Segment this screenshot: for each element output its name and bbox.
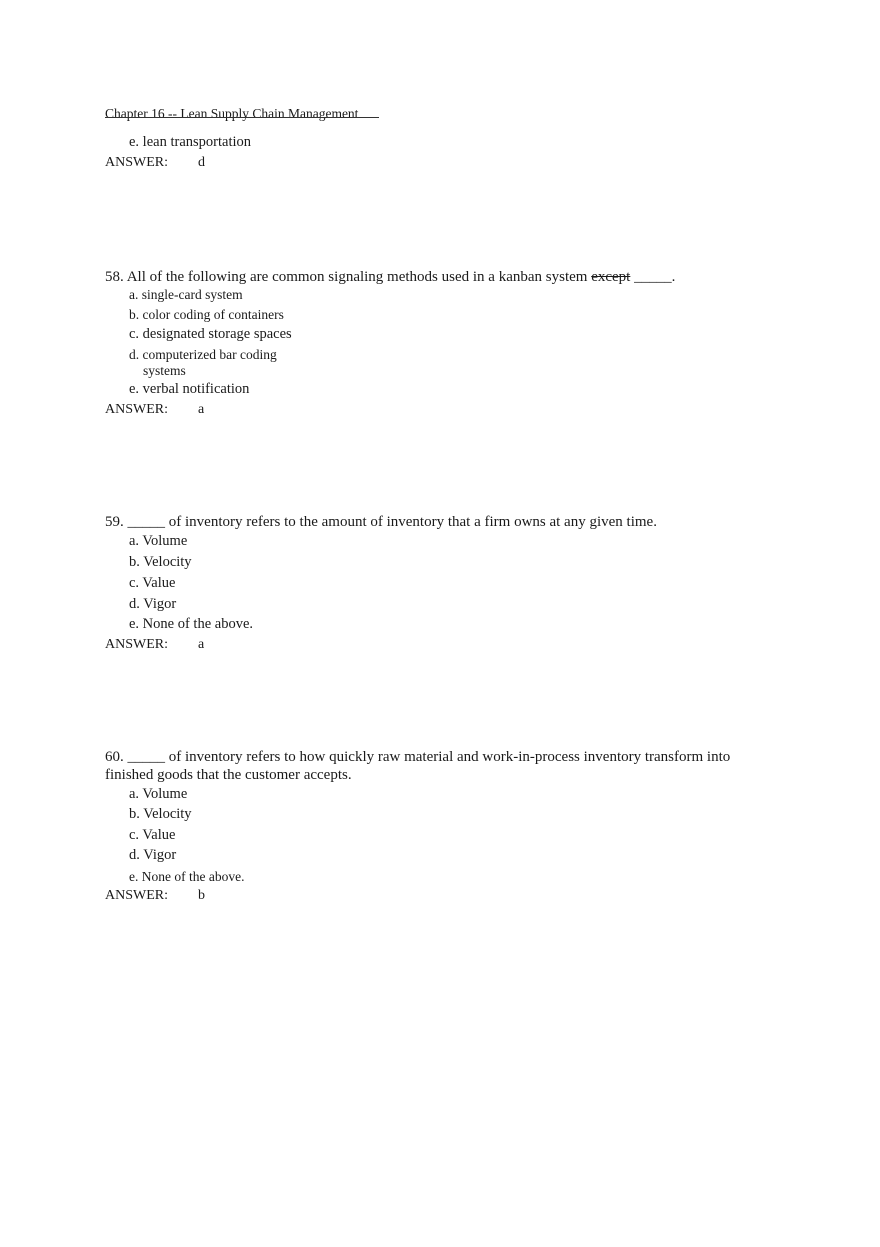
q58-option-e: e. verbal notification [129, 381, 250, 397]
q58-text-after: _____. [634, 269, 676, 285]
q58-option-d-continued: systems [143, 363, 186, 378]
q58-option-b: b. color coding of containers [129, 307, 284, 322]
q60-option-b: b. Velocity [129, 806, 192, 822]
chapter-header: Chapter 16 -- Lean Supply Chain Management [105, 106, 359, 121]
q58-answer-value: a [198, 402, 205, 417]
q58-answer-label: ANSWER: [105, 402, 168, 417]
q58-text-before: All of the following are common signaling methods used in a kanban system [126, 269, 588, 285]
q59-option-d: d. Vigor [129, 596, 177, 612]
q58-number: 58. [105, 269, 124, 285]
q60-option-a: a. Volume [129, 786, 188, 802]
q60-question-line2: finished goods that the customer accepts. [105, 767, 352, 783]
q58-option-c: c. designated storage spaces [129, 326, 292, 342]
q59-option-a: a. Volume [129, 533, 188, 549]
q59-answer-value: a [198, 637, 205, 652]
carryover-answer-label: ANSWER: [105, 155, 168, 170]
q58-question [105, 269, 675, 286]
header-rule [105, 117, 379, 118]
q60-option-e: e. None of the above. [129, 869, 245, 884]
q58-option-d: d. computerized bar coding [129, 347, 277, 362]
q58-emphasis: except [591, 269, 631, 285]
q60-option-c: c. Value [129, 827, 176, 843]
q59-option-b: b. Velocity [129, 554, 192, 570]
q59-option-e: e. None of the above. [129, 616, 254, 632]
q60-question-line1: 60. _____ of inventory refers to how quickly raw material and work-in-process inventory transform into [105, 749, 731, 765]
carryover-option-e: e. lean transportation [129, 134, 251, 150]
carryover-answer-value: d [198, 155, 205, 170]
q60-answer-label: ANSWER: [105, 888, 168, 903]
q59-answer-label: ANSWER: [105, 637, 168, 652]
q58-option-a: a. single-card system [129, 287, 243, 302]
q60-answer-value: b [198, 888, 205, 903]
q59-question: 59. _____ of inventory refers to the amount of inventory that a firm owns at any given time. [105, 514, 657, 530]
q59-option-c: c. Value [129, 575, 176, 591]
q60-option-d: d. Vigor [129, 847, 177, 863]
